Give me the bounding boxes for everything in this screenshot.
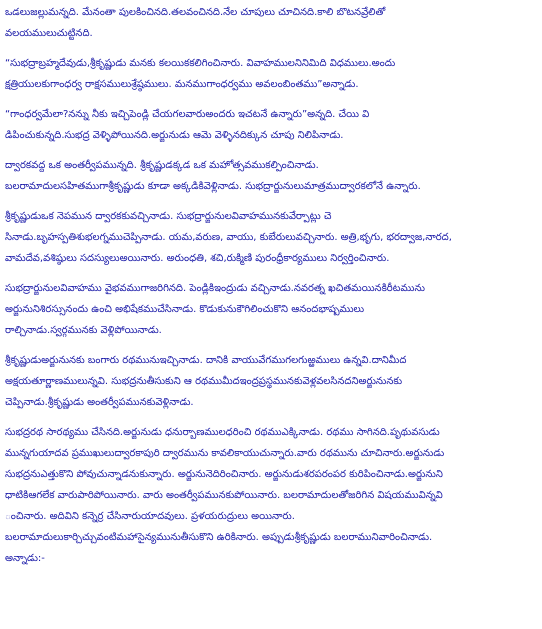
paragraph-6 bbox=[5, 278, 537, 341]
text-line: శ్రీకృష్ణుడుఅర్జునునకు బంగారు రథమునుఇచ్చినాడు. దానికి వాయువేగముగలగుఱ్ఱములు ఉన్నవి.దానిమీద bbox=[5, 355, 407, 366]
paragraph-gap bbox=[5, 269, 537, 278]
text-line: రాల్చినాడు.స్వర్గమునకు వెళ్లిపోయినాడు. bbox=[5, 325, 162, 336]
paragraph-4 bbox=[5, 155, 537, 197]
text-line: అన్నాడు:- bbox=[5, 553, 45, 564]
text-line: మున్నగుయాదవ ప్రముఖులుద్వారకాపురి ద్వారమును కావలికాయుచున్నారు.వారు రథమును చూచినారు.అర్జునుడు bbox=[5, 448, 445, 459]
paragraph-gap bbox=[5, 341, 537, 350]
text-line: వామదేవ,వశిష్ఠులు సదస్యులుఅయినారు. అరుంధతి, శచి,రుక్మిణి పురంధ్రీకార్యములు నిర్వర్తించినారు. bbox=[5, 253, 390, 264]
text-line: అక్షయతూర్ణాణములున్నవి. సుభద్రనుతీసుకుని ఆ రథముమీదఇంద్రప్రస్థమునకువెళ్లవలసినదనిఅర్జునునకు bbox=[5, 376, 403, 387]
text-line: అర్జునునిశిరస్సునందు ఉంచి అభిషేకముచేసినాడు. కొడుకునుకౌగిలించుకొని ఆనందభాష్పములు bbox=[5, 304, 365, 315]
text-line: ఒడలుజల్లుమన్నది. మేనంతా పులకించినది.తలవంచినది.నేల చూపులు చూచినది.కాలి బొటనవ్రేలితో bbox=[5, 7, 386, 18]
paragraph-8 bbox=[5, 422, 537, 569]
paragraph-5 bbox=[5, 206, 537, 269]
paragraph-gap bbox=[5, 146, 537, 155]
paragraph-gap bbox=[5, 413, 537, 422]
text-line: ధాటికిఆగలేక వారుపారిపోయినారు. వారు అంతర్వీపమునకుపోయినారు. బలరామాదులతోజరిగిన విషయమువిన్నవి bbox=[5, 490, 443, 501]
text-line: డిపించుకున్నది.సుభద్ర వెళ్ళిపోయినది.అర్జునుడు ఆమె వెళ్ళినదిక్కున చూపు నిలిపినాడు. bbox=[5, 130, 344, 141]
text-line: సుభద్రార్జునులవివాహము వైభవముగాజరిగినది. పెండ్లికిఇంద్రుడు వచ్చినాడు.నవరత్న ఖచితమయినకిరీటమును bbox=[5, 283, 425, 294]
text-line: శ్రీకృష్ణుడుఒక నెపమున ద్వారకకువచ్చినాడు. సుభద్రార్జునులవివాహమునకువేర్పాట్లు చె bbox=[5, 211, 332, 222]
paragraph-7 bbox=[5, 350, 537, 413]
text-line: చెప్పినాడు.శ్రీకృష్ణుడు అంతర్వీపమునకువెళ్లినాడు. bbox=[5, 397, 194, 408]
text-line: సుభద్రనుఎత్తుకొని పోవుచున్నాడనుకున్నారు. అర్జునునెదిరించినారు. అర్జునుడుశరపరంపర కురిపించినాడు.అర్జునుని bbox=[5, 469, 443, 480]
document-page bbox=[5, 2, 537, 569]
paragraph-2 bbox=[5, 53, 537, 95]
text-line: సినాడు.బృహస్పతిశుభలగ్నముచెప్పినాడు. యమ,వరుణ, వాయు, కుబేరులువచ్చినారు. అత్రి,భృగు, భరద్వాజ,నారద, bbox=[5, 232, 452, 243]
paragraph-gap bbox=[5, 197, 537, 206]
text-line: “సుభద్రాబ్రహ్మదేవుడు,శ్రీకృష్ణుడు మనకు కలయికకలిగించినారు. వివాహములనినిమిది విధములు.అందు bbox=[5, 58, 396, 69]
text-line: “గాంధర్వమేలా?నన్ను నీకు ఇచ్చిపెండ్లి చేయగలవారుఅందరు ఇచటనే ఉన్నారు”అన్నది. చేయి వి bbox=[5, 109, 370, 120]
text-line: ద్వారకవద్ద ఒక అంతర్వీపమున్నది. శ్రీకృష్ణుడక్కడ ఒక మహోత్సవముకల్పించినాడు. bbox=[5, 160, 319, 171]
paragraph-1 bbox=[5, 2, 537, 44]
text-line: బలరామాదులసహితముగాశ్రీకృష్ణుడు కూడా అక్కడికివెళ్లినాడు. సుభద్రార్జునులుమాత్రముద్వారకలోనే ఉన్నారు. bbox=[5, 181, 421, 192]
text-line: వలయములుచుట్టినది. bbox=[5, 28, 93, 39]
paragraph-gap bbox=[5, 44, 537, 53]
paragraph-gap bbox=[5, 95, 537, 104]
text-line: సుభద్రరథ సారథ్యము చేసినది.అర్జునుడు ధనుర్బాణములధరించి రథముఎక్కినాడు. రథము సాగినది.పృథువసుడు bbox=[5, 427, 440, 438]
text-line: బలరామాదులుకార్చిచ్చువంటిమహాసైన్యమునుతీసుకొని ఉరికినారు. అప్పుడుశ్రీకృష్ణుడు బలరామునివారించినాడు. bbox=[5, 532, 433, 543]
text-line: ంచినారు. అదివిని కన్నెర్ర చేసినారుయాదవులు. ప్రళయరుద్రులు అయినారు. bbox=[5, 511, 295, 522]
text-line: క్షత్రియులకుగాంధర్వ రాక్షసములుశ్రేష్ఠములు. మనముగాంధర్వము అవలంబింతము”అన్నాడు. bbox=[5, 79, 359, 90]
paragraph-3 bbox=[5, 104, 537, 146]
